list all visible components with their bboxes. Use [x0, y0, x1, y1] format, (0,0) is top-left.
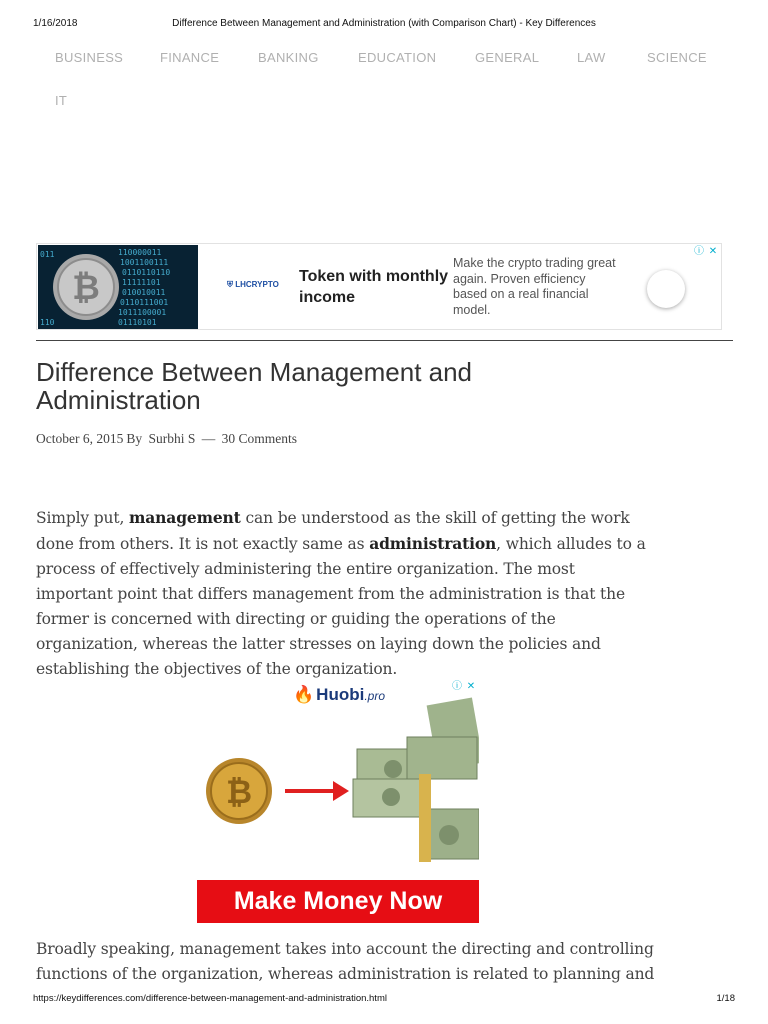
print-date: 1/16/2018 [33, 18, 78, 29]
meta-separator: — [201, 431, 216, 446]
huobi-brand-suffix: .pro [364, 689, 386, 703]
svg-text:110000011: 110000011 [118, 248, 162, 257]
coin-to-cash-illustration [197, 679, 479, 879]
nav-item-business[interactable]: BUSINESS [55, 50, 124, 65]
print-header [33, 18, 735, 32]
comments-link[interactable]: 30 Comments [221, 431, 298, 446]
print-page-title: Difference Between Management and Administration (with Comparison Chart) - Key Differences [172, 18, 596, 29]
close-icon[interactable]: ✕ [708, 246, 718, 257]
svg-text:1011100001: 1011100001 [118, 308, 167, 317]
ad-blurb: Make the crypto trading great again. Proven efficiency based on a real financial model. [453, 256, 616, 317]
post-date: October 6, 2015 [36, 431, 124, 446]
ad-action-circle[interactable] [647, 270, 685, 308]
svg-text:₿: ₿ [72, 268, 100, 308]
nav-item-banking[interactable]: BANKING [258, 50, 319, 65]
nav-item-finance[interactable]: FINANCE [160, 50, 220, 65]
article-title: Difference Between Management and Administration [36, 357, 473, 415]
nav-item-law[interactable]: LAW [577, 50, 606, 65]
header-divider [36, 340, 733, 341]
term-administration: administration [369, 534, 497, 553]
shield-icon: ⛨ [227, 280, 233, 289]
print-page-number: 1/18 [716, 993, 735, 1004]
ad-choices[interactable] [693, 246, 719, 258]
svg-text:010010011: 010010011 [122, 288, 166, 297]
make-money-now-button[interactable]: Make Money Now [197, 880, 479, 923]
article-meta [36, 431, 300, 447]
p1-text-e: , which alludes to a process of effectively administering the entire organization. The most important point that differs management from the administration is that the former is concerned with directing or guiding the operations of the organization, whereas the latter stresses on laying down the policies and establishing the objectives of the organization. [36, 535, 646, 678]
print-url: https://keydifferences.com/difference-between-management-and-administration.html [33, 993, 387, 1004]
nav-item-science[interactable]: SCIENCE [647, 50, 707, 65]
info-icon[interactable]: ⓘ [452, 681, 462, 692]
svg-text:0110111001: 0110111001 [120, 298, 169, 307]
info-icon[interactable]: ⓘ [694, 246, 704, 257]
nav-item-education[interactable]: EDUCATION [358, 50, 437, 65]
lhcrypto-logo [227, 280, 279, 290]
svg-text:110: 110 [40, 318, 55, 327]
ad-brand-name: LHCRYPTO [235, 280, 279, 289]
p1-text-a: Simply put, [36, 509, 130, 527]
svg-text:11111101: 11111101 [122, 278, 161, 287]
p1-text-c: can be understood as the skill of getting the work done from others. It is not exactly same as [36, 509, 630, 553]
huobi-brand: Huobi [316, 685, 365, 704]
nav-item-general[interactable]: GENERAL [475, 50, 540, 65]
term-management: management [129, 508, 241, 527]
svg-text:0110110110: 0110110110 [122, 268, 171, 277]
author-link[interactable]: Surbhi S [148, 431, 196, 446]
svg-text:1001100111: 1001100111 [120, 258, 169, 267]
crypto-banner-ad[interactable] [36, 243, 722, 330]
nav-item-it[interactable]: IT [55, 93, 68, 108]
flame-icon: 🔥 [293, 685, 315, 704]
svg-text:011: 011 [40, 250, 55, 259]
bitcoin-binary-image [38, 245, 198, 329]
svg-text:01110101: 01110101 [118, 318, 157, 327]
intro-paragraph [36, 505, 656, 682]
huobi-ad[interactable] [197, 679, 479, 923]
close-icon[interactable]: ✕ [466, 681, 476, 692]
svg-text:₿: ₿ [225, 773, 253, 811]
byline-by: By [126, 431, 143, 446]
print-footer [33, 993, 735, 1007]
ad-headline: Token with monthly income [299, 268, 449, 306]
second-paragraph: Broadly speaking, management takes into account the directing and controlling functions of the organization, whereas administration is related to planning and [36, 940, 655, 983]
